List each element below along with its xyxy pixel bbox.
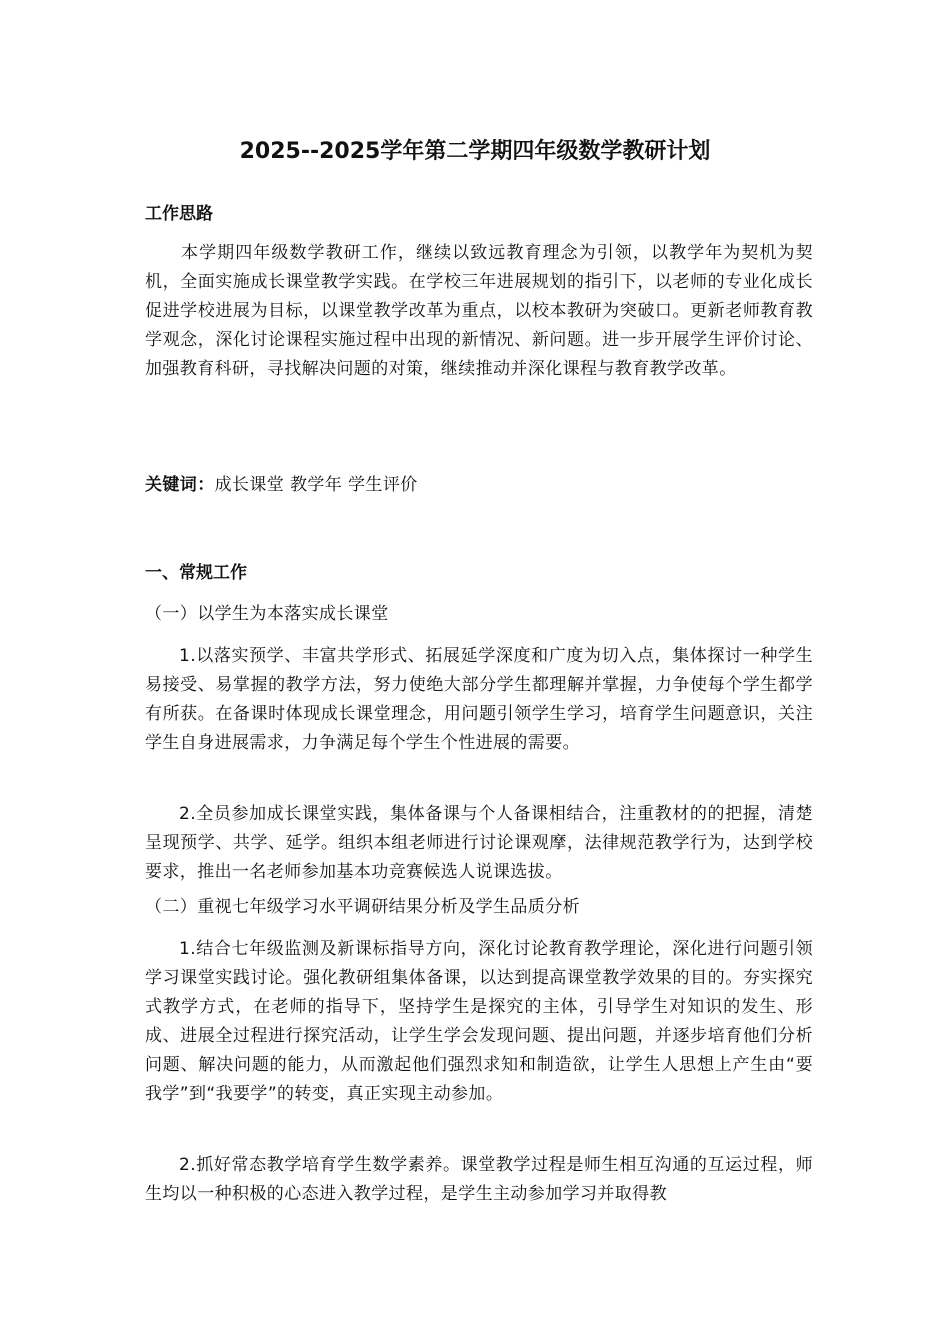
work-idea-heading: 工作思路 (145, 204, 213, 224)
section1-heading: 一、常规工作 (145, 563, 247, 583)
keywords-label: 关键词： (145, 475, 215, 495)
sub1-item2: 2.全员参加成长课堂实践，集体备课与个人备课相结合，注重教材的的把握，清楚呈现预学、共学、延学。组织本组老师进行讨论课观摩，法律规范教学行为，达到学校要求，推出一名老师参加基本功竞赛候选人说课选拔。 (145, 804, 813, 882)
sub2-heading: （二）重视七年级学习水平调研结果分析及学生品质分析 (145, 897, 580, 917)
sub1-heading: （一）以学生为本落实成长课堂 (145, 604, 389, 624)
keywords-line (145, 470, 418, 495)
sub1-item1: 1.以落实预学、丰富共学形式、拓展延学深度和广度为切入点，集体探讨一种学生易接受、易掌握的教学方法，努力使绝大部分学生都理解并掌握，力争使每个学生都学有所获。在备课时体现成长课堂理念，用问题引领学生学习，培育学生问题意识，关注学生自身进展需求，力争满足每个学生个性进展的需要。 (145, 646, 813, 753)
keywords-value: 成长课堂 教学年 学生评价 (214, 475, 418, 495)
intro-paragraph: 本学期四年级数学教研工作，继续以致远教育理念为引领，以教学年为契机为契机，全面实施成长课堂教学实践。在学校三年进展规划的指引下，以老师的专业化成长促进学校进展为目标，以课堂教学改革为重点，以校本教研为突破口。更新老师教育教学观念，深化讨论课程实施过程中出现的新情况、新问题。进一步开展学生评价讨论、加强教育科研，寻找解决问题的对策，继续推动并深化课程与教育教学改革。 (145, 243, 813, 379)
sub2-item1: 1.结合七年级监测及新课标指导方向，深化讨论教育教学理论，深化进行问题引领学习课堂实践讨论。强化教研组集体备课，以达到提高课堂教学效果的目的。夯实探究式教学方式，在老师的指导下，坚持学生是探究的主体，引导学生对知识的发生、形成、进展全过程进行探究活动，让学生学会发现问题、提出问题，并逐步培育他们分析问题、解决问题的能力，从而激起他们强烈求知和制造欲，让学生人思想上产生由“要我学”到“我要学”的转变，真正实现主动参加。 (145, 939, 813, 1104)
document-title: 2025--2025学年第二学期四年级数学教研计划 (239, 139, 711, 164)
sub2-item2: 2.抓好常态教学培育学生数学素养。课堂教学过程是师生相互沟通的互运过程，师生均以一种积极的心态进入教学过程，是学生主动参加学习并取得教 (145, 1155, 813, 1204)
